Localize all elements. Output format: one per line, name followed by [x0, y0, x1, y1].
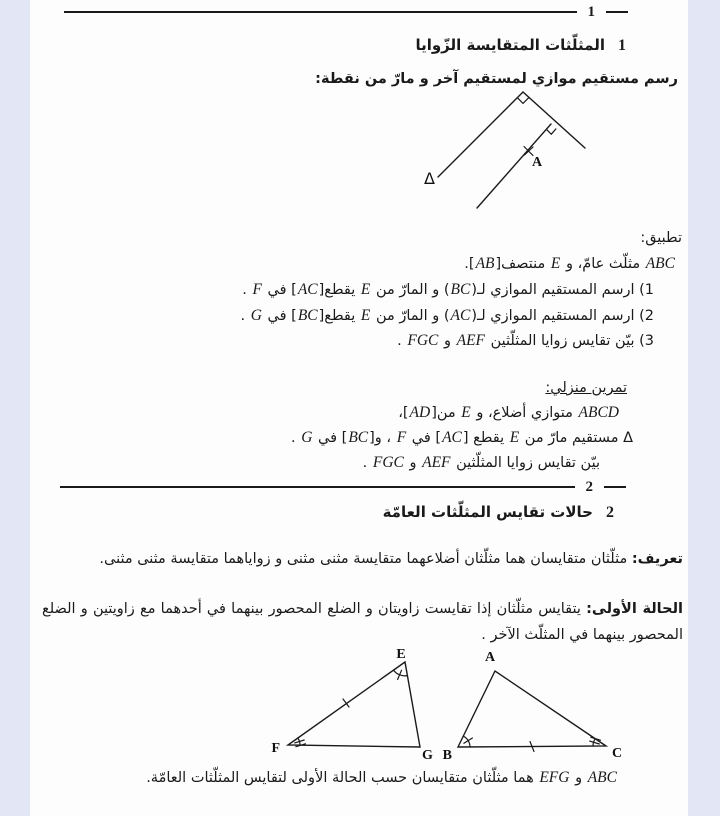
homework-heading: تمرين منزلي:	[545, 380, 627, 396]
definition-paragraph	[99, 549, 683, 569]
section-divider-2	[60, 479, 626, 495]
application-given: ABC مثلّث عامّ، و E منتصف[AB].	[464, 255, 675, 272]
definition-label: تعريف:	[631, 551, 683, 567]
section2-title-row	[383, 503, 614, 522]
divider-line	[60, 486, 575, 488]
divider-dash	[606, 11, 628, 13]
divider-number: 2	[585, 478, 593, 495]
figure-parallel-lines	[380, 85, 610, 220]
delta-line	[438, 92, 523, 177]
section2-title: حالات تقايس المثلّثات العامّة	[382, 503, 593, 521]
homework-line-2: Δ مستقيم مارّ من E يقطع [AC] في F ، و[BC] في G .	[290, 429, 633, 446]
homework-line-1: ABCD متوازي أضلاع، و E من[AD]،	[398, 404, 619, 421]
section1-number: 1	[618, 37, 626, 54]
right-angle-mark-2	[546, 129, 556, 134]
application-heading: تطبيق:	[640, 230, 682, 246]
point-a-label: A	[532, 155, 543, 170]
vertex-g-label: G	[422, 748, 433, 763]
divider-line	[64, 11, 577, 13]
section2-number: 2	[606, 504, 614, 521]
angle-b-tick	[464, 738, 473, 743]
application-item-2: 2) ارسم المستقيم الموازي لـ(AC) و المارّ من E يقطع[BC] في G .	[240, 307, 654, 324]
vertex-c-label: C	[612, 746, 623, 761]
right-angle-mark-1	[517, 98, 528, 104]
vertex-a-label: A	[484, 650, 496, 665]
section-divider-1	[64, 4, 628, 20]
section1-title: المثلّثات المتقايسة الزّوايا	[415, 36, 605, 54]
divider-number: 1	[587, 3, 595, 20]
document-page	[30, 0, 688, 816]
homework-line-3: بيّن تقايس زوايا المثلّثين AEF و FGC .	[362, 454, 600, 471]
section1-title-row	[415, 36, 626, 55]
case1-text: يتقايس مثلّثان إذا تقايست زاويتان و الضلع المحصور بينهما في أحدهما مع زاويتين و الضلع المحصور بينهما في المثلّث الآخر .	[42, 601, 683, 643]
angle-c-tick	[590, 741, 600, 744]
application-item-1: 1) ارسم المستقيم الموازي لـ(BC) و المارّ من E يقطع[AC] في F .	[242, 281, 654, 298]
case1-paragraph	[42, 596, 683, 648]
figure-congruent-triangles	[260, 645, 630, 765]
conclusion-line: ABC و EFG هما مثلّثان متقايسان حسب الحالة الأولى لتقايس المثلّثات العامّة.	[146, 769, 617, 786]
definition-text: مثلّثان متقايسان هما مثلّثان أضلاعهما متقايسة مثنى مثنى و زواياهما متقايسة مثنى مثنى.	[99, 551, 632, 567]
application-item-3: 3) بيّن تقايس زوايا المثلّثين AEF و FGC .	[397, 332, 654, 349]
case1-label: الحالة الأولى:	[586, 601, 683, 617]
triangle-abc	[458, 671, 606, 747]
divider-dash	[604, 486, 626, 488]
vertex-e-label: E	[396, 647, 406, 662]
transversal-line	[523, 92, 585, 148]
vertex-b-label: B	[442, 748, 452, 763]
delta-label: Δ	[424, 169, 435, 188]
vertex-f-label: F	[271, 741, 280, 756]
section1-intro: رسم مستقيم موازي لمستقيم آخر و مارّ من نقطة:	[315, 71, 678, 87]
